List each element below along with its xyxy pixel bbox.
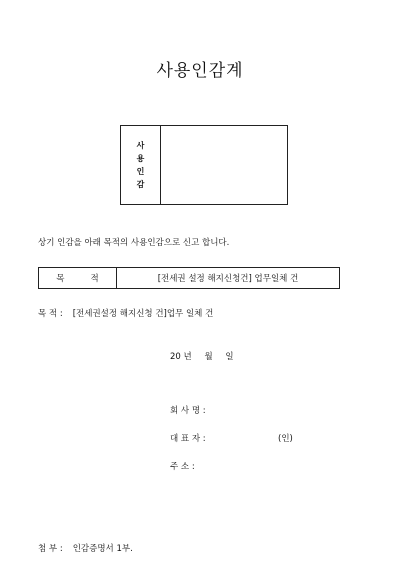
purpose-table-value: [전세권 설정 해지신청건] 업무일체 건: [157, 274, 299, 284]
attachment-value: 인감증명서 1부.: [72, 544, 133, 554]
purpose-header-char: 적: [90, 274, 99, 284]
seal-stamp-area: [161, 126, 287, 204]
declaration-text: 상기 인감을 아래 목적의 사용인감으로 신고 합니다.: [38, 238, 230, 248]
seal-label-char: 용: [136, 154, 145, 163]
attachment-label: 첨 부 :: [38, 544, 63, 554]
address-field: [170, 460, 218, 472]
seal-registration-box: [120, 125, 288, 205]
attachment-line: [38, 542, 133, 554]
date-month: 월: [204, 352, 213, 362]
date-day: 일: [225, 352, 234, 362]
purpose-table-header: [39, 268, 117, 288]
purpose-header-char: 목: [56, 274, 65, 284]
date-year: 20 년: [170, 352, 192, 362]
company-name-label: 회 사 명 :: [170, 406, 206, 416]
seal-label-cell: [121, 126, 161, 204]
document-title: 사용인감계: [156, 61, 244, 81]
purpose-table: [38, 267, 340, 289]
seal-label-char: 감: [136, 180, 145, 189]
seal-label-char: 인: [136, 167, 145, 176]
seal-mark: (인): [278, 434, 293, 444]
date-line: [170, 350, 244, 362]
purpose-line-label: 목 적 :: [38, 309, 63, 319]
address-label: 주 소 :: [170, 462, 195, 472]
representative-label: 대 표 자 :: [170, 434, 206, 444]
representative-field: [170, 432, 218, 444]
purpose-line: [38, 307, 213, 319]
purpose-line-value: [전세권설정 해지신청 건]업무 일체 건: [72, 309, 214, 319]
seal-label-char: 사: [136, 141, 145, 150]
company-name-field: [170, 404, 218, 416]
